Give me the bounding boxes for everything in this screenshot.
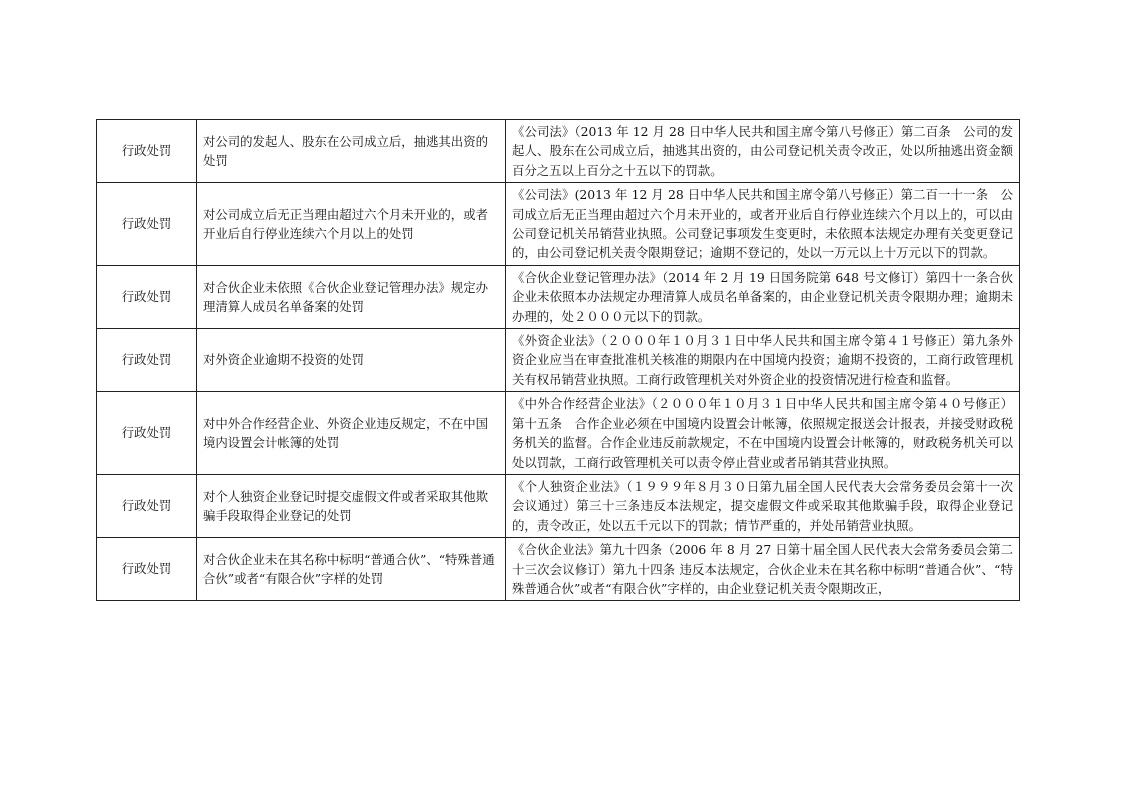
legal-basis-text: 《中外合作经营企业法》（２０００年１０月３１日中华人民共和国主席令第４０号修正）第十五条 合作企业必须在中国境内设置会计帐簿，依照规定报送会计报表，并接受财政税务机关的监督。合作企业违反前款规定，不在中国境内设置会计帐簿的，财政税务机关可以处以罚款，工商行政管理机关可以责令停止营业或者吊销其营业执照。: [512, 396, 1013, 470]
legal-basis-cell: [506, 474, 1020, 537]
legal-basis-text: 《合伙企业法》第九十四条（2006 年 8 月 27 日第十届全国人民代表大会常务委员会第二十三次会议修订）第九十四条 违反本法规定，合伙企业未在其名称中标明“普通合伙”、“特殊普通合伙”或者“有限合伙”字样的，由企业登记机关责令限期改正，: [512, 542, 1013, 596]
legal-basis-cell: [506, 392, 1020, 475]
legal-basis-cell: [506, 120, 1020, 183]
legal-basis-text: 《合伙企业登记管理办法》（2014 年 2 月 19 日国务院第 648 号文修订）第四十一条合伙企业未依照本办法规定办理清算人成员名单备案的，由企业登记机关责令限期办理；逾期未办理的，处２０００元以下的罚款。: [512, 269, 1013, 324]
penalty-type-cell: 行政处罚: [97, 265, 197, 328]
table-row: [97, 392, 1020, 475]
table-row: [97, 183, 1020, 266]
legal-basis-text: 《公司法》（2013 年 12 月 28 日中华人民共和国主席令第八号修正）第二百条 公司的发起人、股东在公司成立后，抽逃其出资的，由公司登记机关责令改正，处以所抽逃出资金额百分之五以上百分之十五以下的罚款。: [512, 124, 1013, 178]
penalty-item-cell: 对合伙企业未在其名称中标明“普通合伙”、“特殊普通合伙”或者“有限合伙”字样的处罚: [197, 538, 506, 601]
penalty-item-cell: 对公司的发起人、股东在公司成立后，抽逃其出资的处罚: [197, 120, 506, 183]
penalty-item-cell: 对中外合作经营企业、外资企业违反规定，不在中国境内设置会计帐簿的处罚: [197, 392, 506, 475]
penalty-type-cell: 行政处罚: [97, 183, 197, 266]
legal-basis-cell: [506, 329, 1020, 392]
table-row: [97, 329, 1020, 392]
penalty-item-cell: 对外资企业逾期不投资的处罚: [197, 329, 506, 392]
legal-basis-text: 《公司法》(2013 年 12 月 28 日中华人民共和国主席令第八号修正）第二百一十一条 公司成立后无正当理由超过六个月未开业的，或者开业后自行停业连续六个月以上的，可以由公司登记机关吊销营业执照。公司登记事项发生变更时，未依照本法规定办理有关变更登记的，由公司登记机关责令限期登记；逾期不登记的，处以一万元以上十万元以下的罚款。: [512, 187, 1013, 261]
penalty-item-cell: 对个人独资企业登记时提交虚假文件或者采取其他欺骗手段取得企业登记的处罚: [197, 474, 506, 537]
penalty-type-cell: 行政处罚: [97, 120, 197, 183]
penalty-item-cell: 对合伙企业未依照《合伙企业登记管理办法》规定办理清算人成员名单备案的处罚: [197, 265, 506, 328]
legal-basis-text: 《个人独资企业法》（１９９９年８月３０日第九届全国人民代表大会常务委员会第十一次会议通过）第三十三条违反本法规定，提交虚假文件或采取其他欺骗手段，取得企业登记的，责令改正，处以五千元以下的罚款；情节严重的，并处吊销营业执照。: [512, 478, 1013, 533]
table-row: [97, 474, 1020, 537]
legal-basis-cell: [506, 538, 1020, 601]
penalty-type-cell: 行政处罚: [97, 392, 197, 475]
legal-basis-cell: [506, 265, 1020, 328]
table-row: [97, 538, 1020, 601]
penalty-table: [96, 119, 1020, 601]
penalty-type-cell: 行政处罚: [97, 538, 197, 601]
penalty-item-cell: 对公司成立后无正当理由超过六个月未开业的，或者开业后自行停业连续六个月以上的处罚: [197, 183, 506, 266]
table-row: [97, 120, 1020, 183]
penalty-type-cell: 行政处罚: [97, 329, 197, 392]
penalty-type-cell: 行政处罚: [97, 474, 197, 537]
legal-basis-cell: [506, 183, 1020, 266]
legal-basis-text: 《外资企业法》（２０００年１０月３１日中华人民共和国主席令第４１号修正）第九条外资企业应当在审查批准机关核准的期限内在中国境内投资；逾期不投资的，工商行政管理机关有权吊销营业执照。工商行政管理机关对外资企业的投资情况进行检查和监督。: [512, 333, 1013, 387]
table-row: [97, 265, 1020, 328]
